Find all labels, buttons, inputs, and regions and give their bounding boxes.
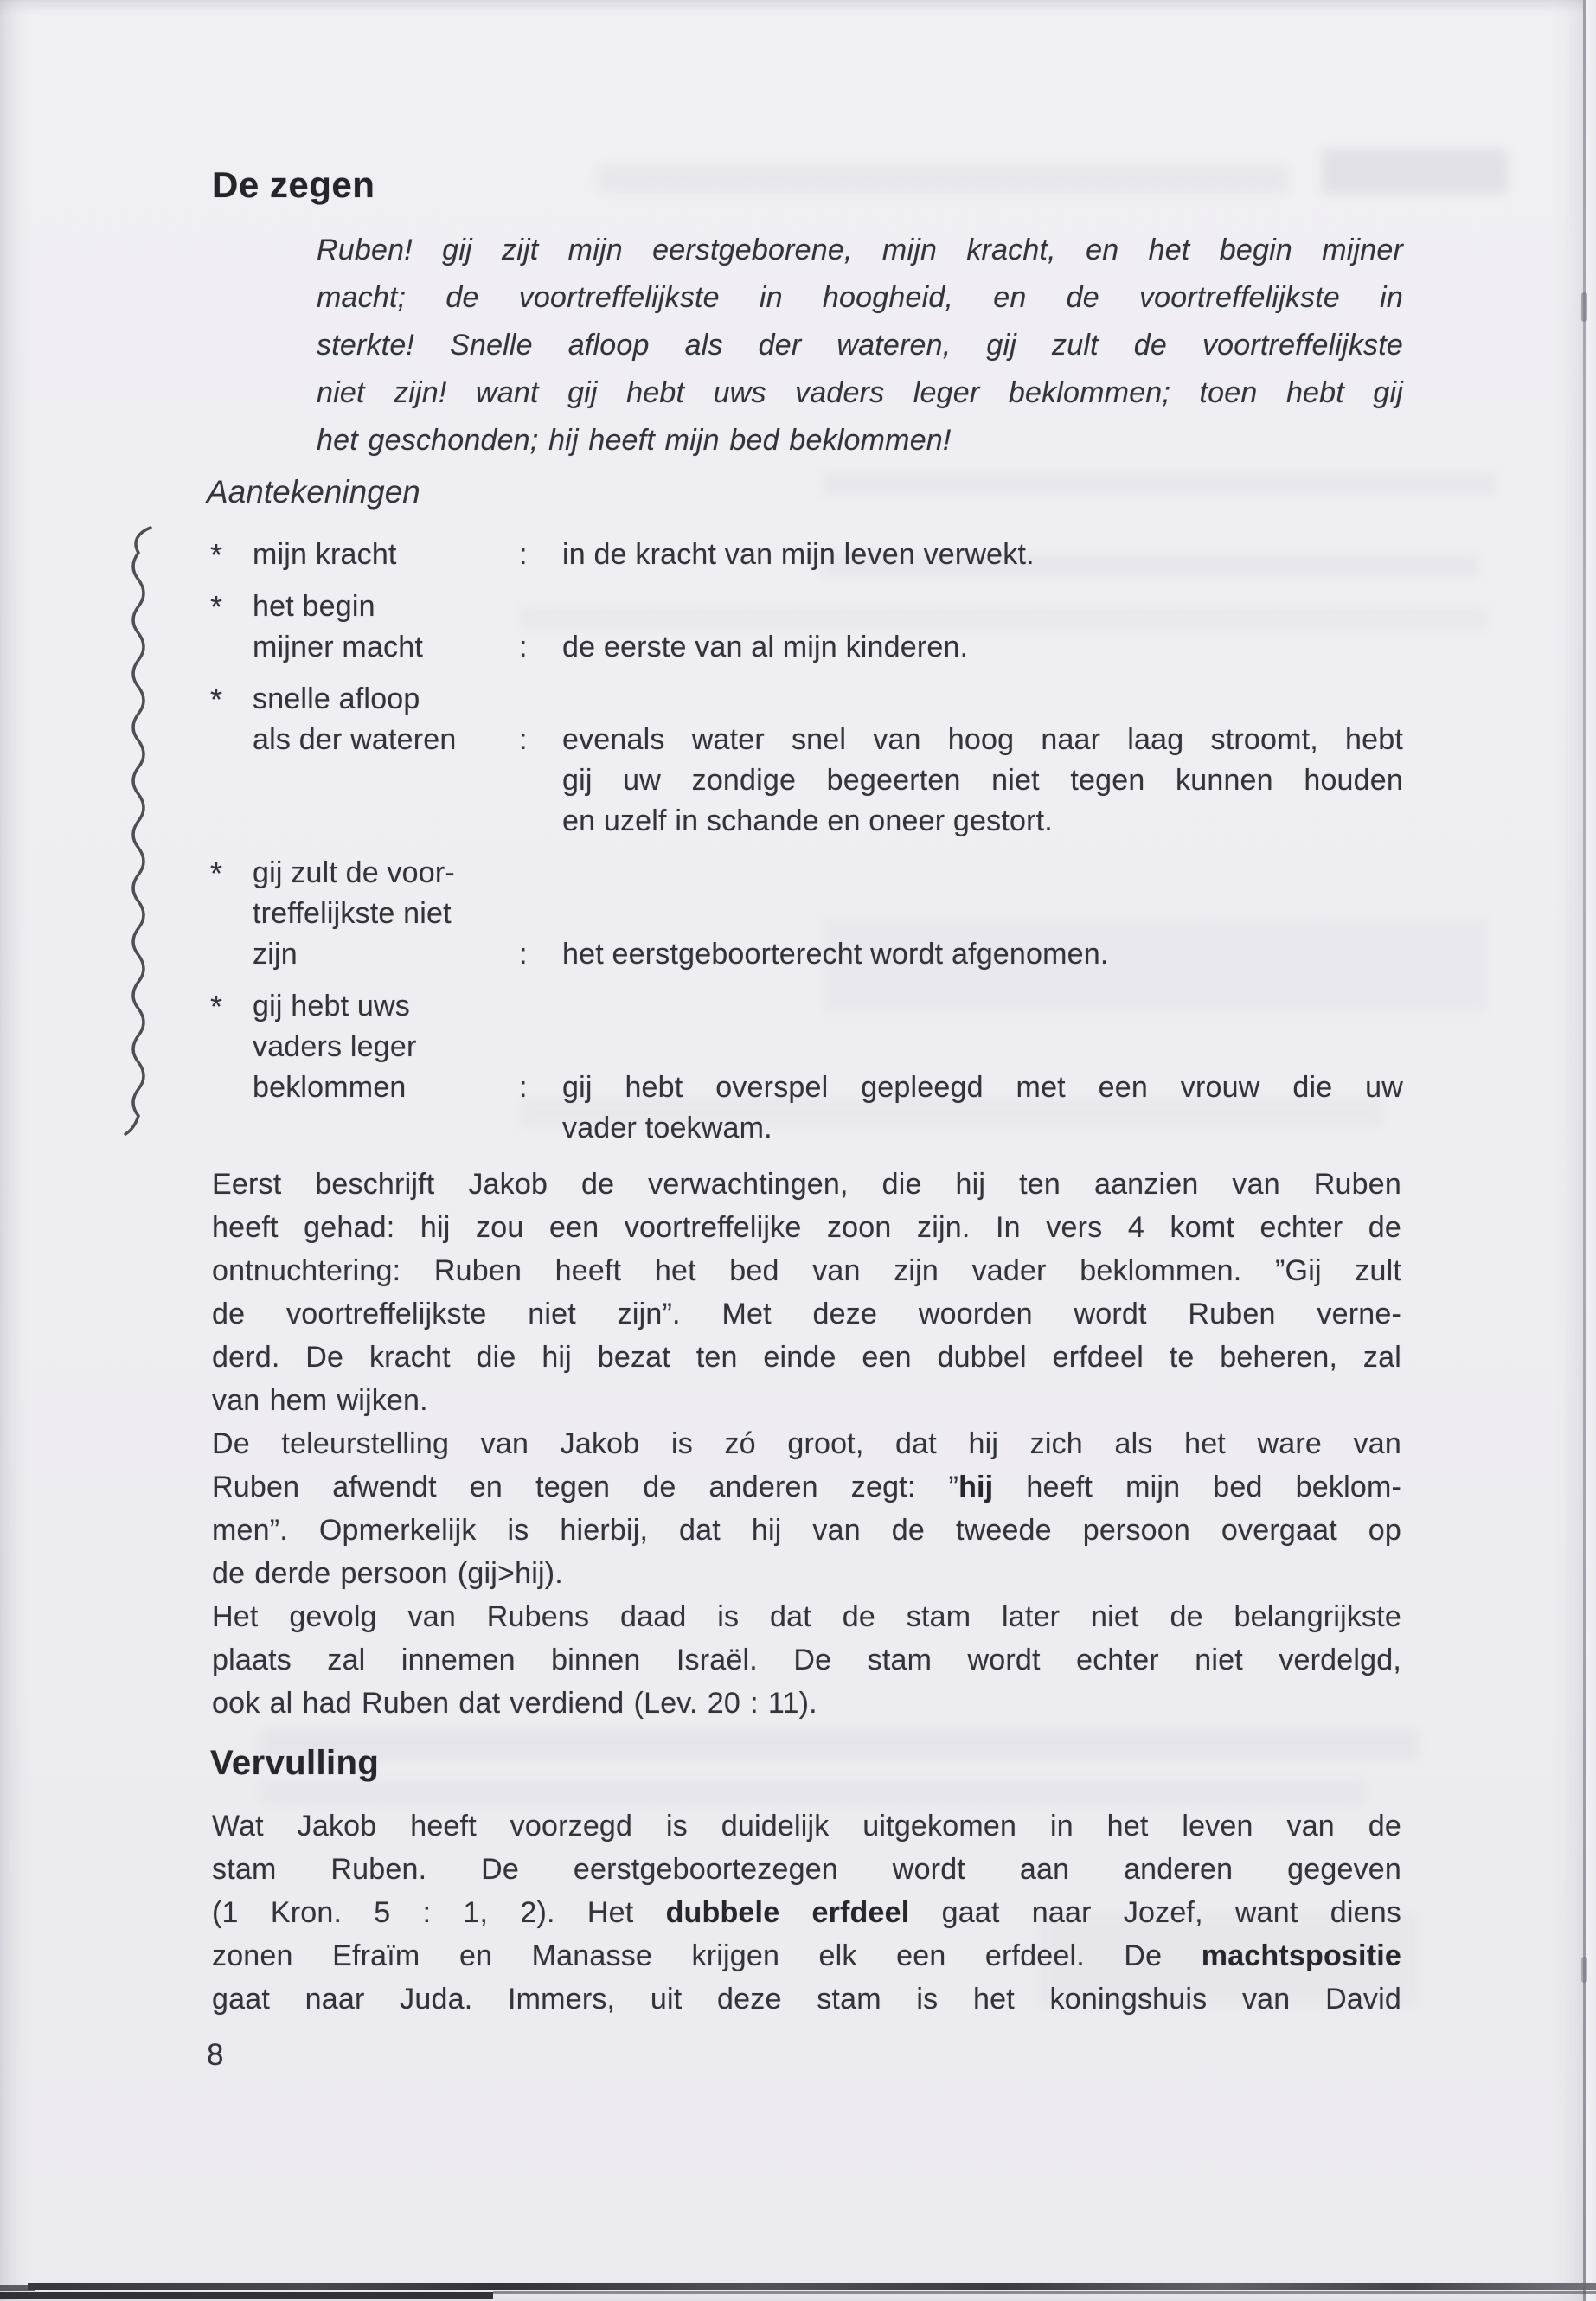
note-row xyxy=(210,1027,1403,1067)
note-term: beklommen xyxy=(253,1071,407,1104)
quote-line: macht; de voortreffelijkste in hoogheid, en de voortreffelijkste in xyxy=(317,281,1403,314)
note-star: * xyxy=(210,589,223,625)
note-def: de eerste van al mijn kinderen. xyxy=(562,631,969,663)
note-star: * xyxy=(210,537,223,573)
body-line: Het gevolg van Rubens daad is dat de stam later niet de belangrijkste xyxy=(212,1600,1401,1633)
scan-bottom-bar xyxy=(0,2292,493,2299)
note-colon: : xyxy=(519,631,528,663)
note-star: * xyxy=(210,682,223,717)
bold-word-hij: hij xyxy=(958,1471,994,1503)
scan-bottom-bar xyxy=(28,2283,1596,2290)
note-def: vader toekwam. xyxy=(562,1112,772,1144)
note-def: in de kracht van mijn leven verwekt. xyxy=(562,538,1035,571)
note-colon: : xyxy=(519,538,528,571)
body-line: plaats zal innemen binnen Israël. De stam wordt echter niet verdelgd, xyxy=(212,1644,1401,1676)
body-line: De teleurstelling van Jakob is zó groot, dat hij zich als het ware van xyxy=(212,1427,1401,1460)
scan-edge-mark xyxy=(1581,292,1587,322)
body-line: de voortreffelijkste niet zijn”. Met deze woorden wordt Ruben verne- xyxy=(212,1298,1401,1330)
bleedthrough-ghost xyxy=(597,164,1289,194)
scan-bottom-bar xyxy=(493,2291,1596,2294)
scan-right-edge-line xyxy=(1583,0,1586,2301)
note-star: * xyxy=(210,989,223,1024)
note-def: en uzelf in schande en oneer gestort. xyxy=(562,804,1053,837)
body-line: Ruben afwendt en tegen de anderen zegt: ”hij heeft mijn bed beklom- xyxy=(212,1471,1401,1503)
body-line: ook al had Ruben dat verdiend (Lev. 20 : 11). xyxy=(212,1687,817,1720)
vervulling-paragraph xyxy=(212,1804,1401,2021)
vervulling-line: (1 Kron. 5 : 1, 2). Het dubbele erfdeel gaat naar Jozef, want diens xyxy=(212,1896,1402,1929)
note-term: vaders leger xyxy=(253,1030,417,1063)
body-line: men”. Opmerkelijk is hierbij, dat hij van de tweede persoon overgaat op xyxy=(212,1514,1401,1547)
body-line: heeft gehad: hij zou een voortreffelijke zoon zijn. In vers 4 komt echter de xyxy=(212,1211,1401,1244)
note-row xyxy=(210,934,1403,975)
note-term: zijn xyxy=(253,938,298,971)
body-line: van hem wijken. xyxy=(212,1384,428,1417)
body-line: ontnuchtering: Ruben heeft het bed van zijn vader beklommen. ”Gij zult xyxy=(212,1254,1401,1287)
bold-word-machtspositie: machtspositie xyxy=(1201,1939,1401,1972)
note-def: gij uw zondige begeerten niet tegen kunnen houden xyxy=(562,764,1403,797)
bible-quote-block xyxy=(317,227,1403,465)
section-heading-vervulling: Vervulling xyxy=(210,1744,380,1782)
note-colon: : xyxy=(519,1071,528,1104)
note-term: mijn kracht xyxy=(253,538,397,571)
vervulling-line: stam Ruben. De eerstgeboortezegen wordt aan anderen gegeven xyxy=(212,1853,1401,1886)
quote-line: sterkte! Snelle afloop als der wateren, gij zult de voortreffelijkste xyxy=(317,329,1403,362)
note-star: * xyxy=(210,856,223,891)
note-row xyxy=(210,720,1403,760)
body-line: Eerst beschrijft Jakob de verwachtingen, die hij ten aanzien van Ruben xyxy=(212,1168,1401,1201)
note-row xyxy=(210,853,1403,894)
scan-edge-mark xyxy=(1581,1957,1587,1983)
vervulling-line: Wat Jakob heeft voorzegd is duidelijk uitgekomen in het leven van de xyxy=(212,1810,1401,1843)
notes-heading: Aantekeningen xyxy=(207,474,420,510)
scan-right-edge-strip xyxy=(1586,0,1596,2301)
note-term: mijner macht xyxy=(253,631,424,663)
notes-list xyxy=(210,535,1403,1149)
bleedthrough-ghost xyxy=(1322,149,1508,194)
note-term: als der wateren xyxy=(253,723,457,756)
note-colon: : xyxy=(519,723,528,756)
note-row xyxy=(210,986,1403,1027)
note-def: het eerstgeboorterecht wordt afgenomen. xyxy=(562,938,1109,971)
note-colon: : xyxy=(519,938,528,971)
quote-line: het geschonden; hij heeft mijn bed beklommen! xyxy=(317,424,952,457)
curly-brace-annotation xyxy=(118,521,163,1152)
note-row xyxy=(210,627,1403,668)
bleedthrough-ghost xyxy=(260,1730,1419,1759)
vervulling-line: gaat naar Juda. Immers, uit deze stam is het koningshuis van David xyxy=(212,1983,1401,2016)
scan-bottom-bar xyxy=(0,2285,35,2291)
bleedthrough-ghost xyxy=(822,471,1497,496)
bold-phrase-dubbele-erfdeel: dubbele erfdeel xyxy=(665,1896,910,1929)
quote-line: Ruben! gij zijt mijn eerstgeborene, mijn kracht, en het begin mijner xyxy=(317,234,1403,266)
commentary-paragraphs xyxy=(212,1163,1401,1725)
note-term: treffelijkste niet xyxy=(253,897,452,930)
bleedthrough-ghost xyxy=(260,1780,1367,1804)
note-row xyxy=(210,894,1403,934)
section-heading-de-zegen: De zegen xyxy=(212,164,375,205)
note-row xyxy=(210,760,1403,801)
quote-line: niet zijn! want gij hebt uws vaders leger beklommen; toen hebt gij xyxy=(317,376,1403,409)
note-row xyxy=(210,801,1403,842)
note-row xyxy=(210,1108,1403,1149)
note-row xyxy=(210,586,1403,627)
note-def: evenals water snel van hoog naar laag stroomt, hebt xyxy=(562,723,1403,756)
note-row xyxy=(210,679,1403,720)
page-number: 8 xyxy=(207,2038,224,2072)
vervulling-line: zonen Efraïm en Manasse krijgen elk een erfdeel. De machtspositie xyxy=(212,1939,1401,1972)
note-term: snelle afloop xyxy=(253,683,420,715)
note-def: gij hebt overspel gepleegd met een vrouw die uw xyxy=(562,1071,1403,1104)
note-term: gij zult de voor- xyxy=(253,856,455,889)
note-term: het begin xyxy=(253,590,375,623)
body-line: de derde persoon (gij>hij). xyxy=(212,1557,563,1590)
body-line: derd. De kracht die hij bezat ten einde een dubbel erfdeel te beheren, zal xyxy=(212,1341,1401,1374)
note-term: gij hebt uws xyxy=(253,990,410,1022)
note-row xyxy=(210,1067,1403,1108)
note-row xyxy=(210,535,1403,575)
